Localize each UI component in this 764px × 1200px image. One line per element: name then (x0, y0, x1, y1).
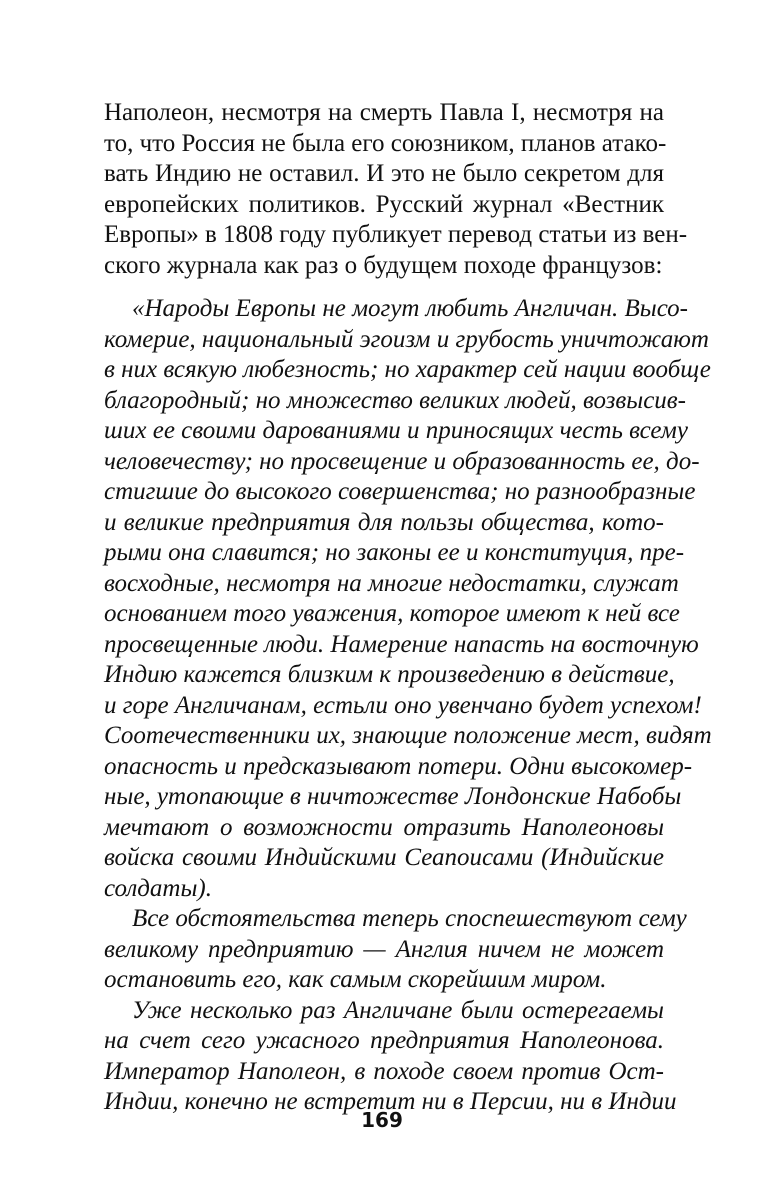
text-line: Наполеон, несмотря на смерть Павла I, несмотря на (104, 99, 664, 126)
text-line: Индии, конечно не встретит ни в Персии, ни в Индии (104, 1088, 677, 1115)
text-line: ского журнала как раз о будущем походе французов: (104, 251, 663, 279)
text-line: Уже несколько раз Англичане были остерегаемы (132, 996, 664, 1024)
text-line: стигшие до высокого совершенства; но разнообразные (104, 478, 696, 505)
text-line: Соотечественники их, знающие положение мест, видят (104, 722, 712, 749)
text-line: на счет сего ужасного предприятия Наполеонова. (104, 1027, 664, 1054)
text-line: ших ее своими дарованиями и приносящих честь всему (104, 417, 688, 444)
text-line: «Народы Европы не могут любить Англичан. Высо- (132, 295, 688, 322)
text-line: Все обстоятельства теперь споспешествуют сему (132, 905, 687, 932)
text-line: войска своими Индийскими Сеапоисами (Индийские (104, 844, 664, 871)
text-line: великому предприятию — Англия ничем не может (104, 935, 664, 963)
page-body (104, 98, 712, 1118)
text-line: комерие, национальный эгоизм и грубость уничтожают (104, 325, 709, 353)
text-line: Европы» в 1808 году публикует перевод статьи из вен- (104, 221, 688, 248)
page-number: 169 (361, 1108, 403, 1132)
text-line: вать Индию не оставил. И это не было секретом для (104, 160, 664, 187)
text-line: опасность и предсказывают потери. Одни высокомер- (104, 752, 693, 780)
text-line: и великие предприятия для пользы общества, кото- (104, 508, 664, 536)
paragraph-quote-3 (104, 996, 677, 1118)
text-line: просвещенные люди. Намерение напасть на восточную (104, 630, 699, 658)
paragraph-intro (104, 98, 688, 281)
text-line: ные, утопающие в ничтожестве Лондонские Набобы (104, 783, 682, 810)
text-line: человечеству; но просвещение и образованность ее, до- (104, 447, 700, 475)
text-line: Индию кажется близким к произведению в действие, (104, 661, 675, 688)
text-line: и горе Англичанам, естьли оно увенчано будет успехом! (104, 691, 702, 719)
text-line: восходные, несмотря на многие недостатки, служат (104, 569, 679, 597)
paragraph-quote (104, 294, 712, 904)
text-line: основанием того уважения, которое имеют к ней все (104, 600, 680, 627)
text-line: в них всякую любезность; но характер сей нации вообще (104, 356, 711, 383)
paragraph-quote-2 (104, 904, 687, 996)
text-line: рыми она славится; но законы ее и конституция, пре- (104, 539, 685, 566)
text-line: остановить его, как самым скорейшим миром. (104, 966, 607, 993)
text-line: Император Наполеон, в походе своем против Ост- (104, 1057, 664, 1085)
text-line: европейских политиков. Русский журнал «Вестник (104, 190, 664, 218)
text-line: солдаты). (104, 874, 212, 902)
text-line: благородный; но множество великих людей, возвысив- (104, 386, 686, 414)
text-line: мечтают о возможности отразить Наполеоновы (104, 813, 664, 841)
text-line: то, что Россия не была его союзником, планов атако- (104, 129, 667, 157)
